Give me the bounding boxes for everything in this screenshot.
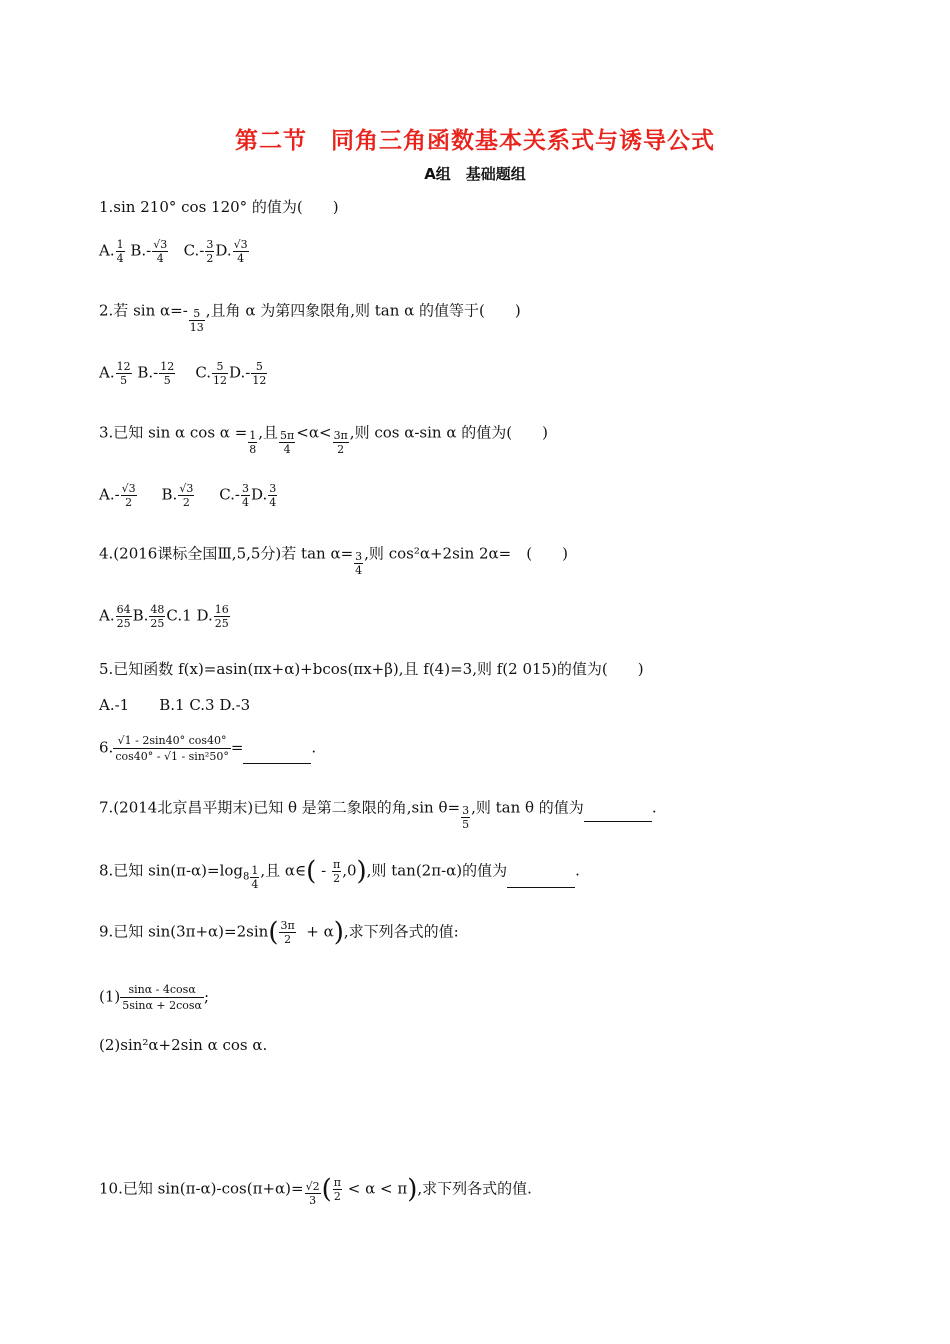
option-d-label: D.: [215, 241, 232, 260]
option-d-fraction: $\frac{√3}{4}$: [233, 238, 248, 265]
option-d-fraction: $\frac{16}{25}$: [214, 603, 229, 630]
fraction: $\frac{5\pi}{4}$: [280, 429, 295, 456]
question-4-options: A. $\frac{64}{25}$ B. $\frac{48}{25}$ C.1 D. $\frac{16}{25}$: [99, 603, 229, 630]
fraction: $\frac{3}{4}$: [355, 550, 363, 577]
answer-blank[interactable]: [243, 749, 311, 764]
question-8-stem: 8.已知 $\sin(\pi-\alpha)=\log_8$ $\frac{1}{4}$ ,且 α∈( - $\frac{\pi}{2}$ ,0),则 tan(2π-α)的值为 .: [99, 856, 580, 891]
question-1-options: [99, 238, 250, 265]
option-b-fraction: $\frac{√3}{2}$: [179, 482, 194, 509]
question-10-stem: 10.已知 sin(π-α)-cos(π+α)= $\frac{√2}{3}$ ( $\frac{\pi}{2}$ < α < π),求下列各式的值.: [99, 1174, 532, 1207]
question-6-stem: 6. $\frac{√1 - 2\sin 40^\circ \cos 40^\circ}{\text{cos40° - √1 - sin²50°}}$ = .: [99, 734, 317, 763]
question-9-part-2: (2)sin²α+2sin α cos α.: [99, 1036, 268, 1054]
option-d-fraction: $\frac{5}{12}$: [252, 360, 267, 387]
option-d-fraction: $\frac{3}{4}$: [269, 482, 277, 509]
option-b-label: B.-: [130, 241, 152, 260]
answer-blank[interactable]: [507, 873, 575, 888]
fraction: $\frac{√1 - 2\sin 40^\circ \cos 40^\circ}{\text{cos40° - √1 - sin²50°}}$: [115, 734, 229, 763]
option-b-fraction: $\frac{√3}{4}$: [153, 238, 168, 265]
option-a-fraction: $\frac{12}{5}$: [116, 360, 131, 387]
option-c-fraction: $\frac{3}{4}$: [241, 482, 249, 509]
fraction: $\frac{1}{8}$: [249, 429, 257, 456]
section-subtitle: A组 基础题组: [424, 165, 526, 183]
question-5-options: A.-1 B.1 C.3 D.-3: [99, 696, 251, 714]
question-2-stem: 2.若 sin α=- $\frac{5}{13}$ ,且角 α 为第四象限角,则 tan α 的值等于( ): [99, 301, 521, 334]
option-b-fraction: $\frac{12}{5}$: [160, 360, 175, 387]
question-5-stem: 5.已知函数 f(x)=asin(πx+α)+bcos(πx+β),且 f(4)=3,则 f(2 015)的值为( ): [99, 660, 644, 678]
option-c-fraction: $\frac{3}{2}$: [206, 238, 214, 265]
option-c-label: C.-: [183, 241, 205, 260]
question-2-options: A. $\frac{12}{5}$ B.- $\frac{12}{5}$ C. $\frac{5}{12}$ D.- $\frac{5}{12}$: [99, 360, 267, 387]
question-3-options: A.- $\frac{√3}{2}$ B. $\frac{√3}{2}$ C.- $\frac{3}{4}$ D. $\frac{3}{4}$: [99, 482, 277, 509]
question-9-part-1: (1) $\frac{\sin\alpha - 4\cos\alpha}{5\sin\alpha + 2\cos\alpha}$ ;: [99, 983, 210, 1012]
fraction: $\frac{√2}{3}$: [305, 1180, 320, 1207]
fraction: $\frac{3}{5}$: [462, 804, 470, 831]
fraction: $\frac{\pi}{2}$: [333, 1176, 341, 1203]
option-b-fraction: $\frac{48}{25}$: [150, 603, 165, 630]
fraction: $\frac{5}{13}$: [189, 307, 204, 334]
option-a-fraction: $\frac{64}{25}$: [116, 603, 131, 630]
question-3-stem: 3.已知 sin α cos α = $\frac{1}{8}$ ,且 $\frac{5\pi}{4}$ <α< $\frac{3\pi}{2}$ ,则 cos α-sin α 的值为( ): [99, 423, 548, 456]
option-a-fraction: $\frac{√3}{2}$: [121, 482, 136, 509]
question-1-stem: 1.sin 210° cos 120° 的值为( ): [99, 198, 339, 216]
option-a-fraction: $\frac{1}{4}$: [116, 238, 124, 265]
fraction: $\frac{1}{4}$: [251, 864, 259, 891]
question-9-stem: 9.已知 sin(3π+α)=2sin( $\frac{3\pi}{2}$ + α),求下列各式的值:: [99, 917, 459, 948]
page-title: 第二节 同角三角函数基本关系式与诱导公式: [235, 128, 715, 154]
fraction: $\frac{3\pi}{2}$: [333, 429, 348, 456]
fraction: $\frac{3\pi}{2}$: [280, 919, 295, 946]
option-a-label: A.: [99, 241, 115, 260]
fraction: $\frac{\pi}{2}$: [332, 858, 341, 885]
option-c-fraction: $\frac{5}{12}$: [213, 360, 228, 387]
question-7-stem: 7.(2014北京昌平期末)已知 θ 是第二象限的角,sin θ= $\frac{3}{5}$ ,则 tan θ 的值为 .: [99, 798, 657, 831]
fraction: $\frac{\sin\alpha - 4\cos\alpha}{5\sin\alpha + 2\cos\alpha}$: [122, 983, 202, 1012]
answer-blank[interactable]: [584, 807, 652, 822]
question-4-stem: 4.(2016课标全国Ⅲ,5,5分)若 tan α= $\frac{3}{4}$ ,则 cos²α+2sin 2α= ( ): [99, 544, 568, 577]
